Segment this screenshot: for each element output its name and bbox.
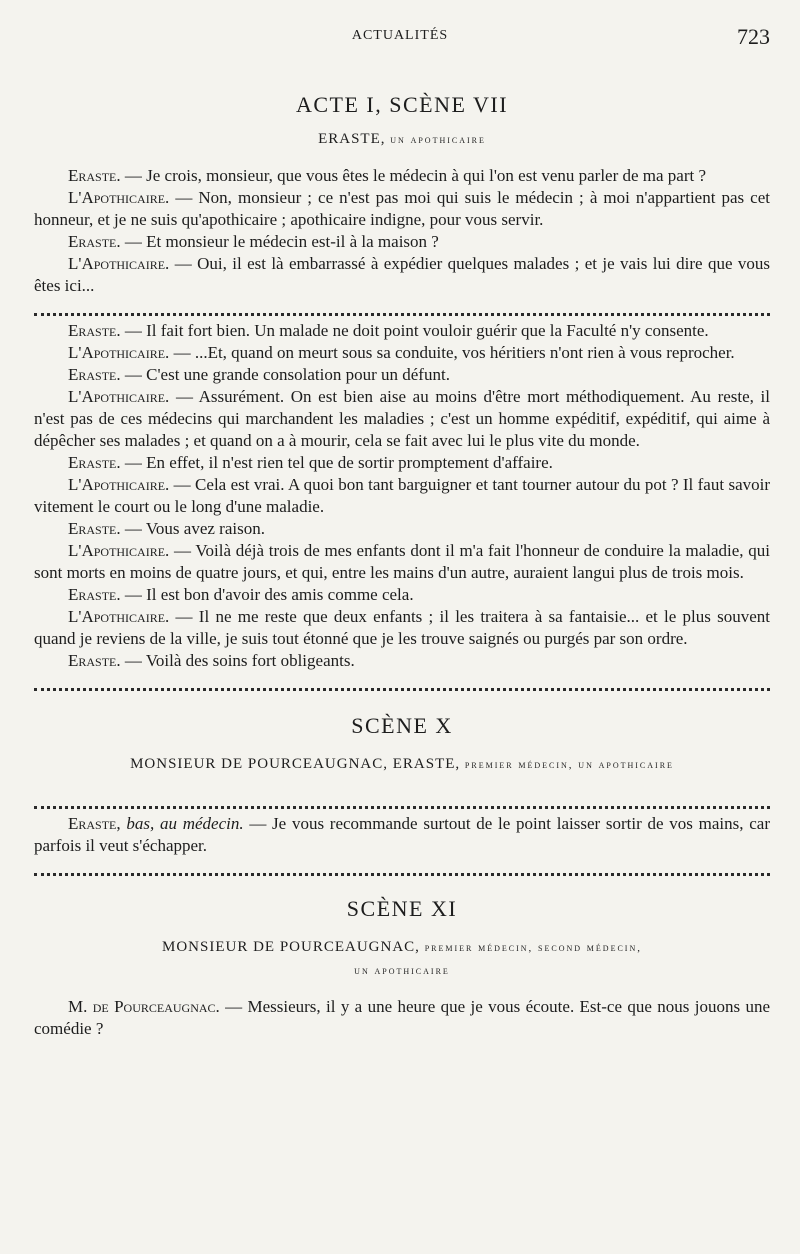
speech-text: — Il ne me reste que deux enfants ; il les traitera à sa fantaisie... et le plus souvent quand je reviens de la ville, je suis tout étonné que je les trouve saignés ou purgés par son ordre.	[34, 607, 770, 648]
dialogue-line	[34, 187, 770, 231]
dialogue-block	[34, 320, 770, 672]
speech-text: — Je crois, monsieur, que vous êtes le médecin à qui l'on est venu parler de ma part ?	[120, 166, 707, 185]
speech-text: — Messieurs, il y a une heure que je vous écoute. Est-ce que nous jouons une comédie ?	[34, 997, 770, 1038]
dialogue-line	[34, 474, 770, 518]
speaker-name: Eraste.	[68, 519, 121, 538]
dialogue-line	[34, 996, 770, 1040]
speech-text: — En effet, il n'est rien tel que de sortir promptement d'affaire.	[120, 453, 553, 472]
dialogue-line	[34, 165, 770, 187]
characters-secondary: premier médecin, un apothicaire	[464, 759, 674, 771]
speaker-name: Eraste.	[68, 232, 121, 251]
dialogue-line	[34, 320, 770, 342]
ellipsis-divider	[34, 301, 770, 316]
speech-text: — Cela est vrai. A quoi bon tant barguigner et tant tourner autour du pot ? Il faut savoir vitement le court ou le long d'une maladie.	[34, 475, 770, 516]
ellipsis-divider	[34, 861, 770, 876]
running-header	[0, 24, 800, 52]
characters-secondary: premier médecin, second médecin,	[424, 942, 642, 954]
dialogue-line	[34, 452, 770, 474]
characters-main: MONSIEUR DE POURCEAUGNAC, ERASTE,	[130, 756, 461, 772]
characters-secondary: un apothicaire	[354, 965, 450, 977]
dialogue-line	[34, 253, 770, 297]
running-title: ACTUALITÉS	[351, 28, 449, 43]
speaker-name: Eraste.	[68, 453, 121, 472]
scene-title: SCÈNE XI	[346, 896, 458, 921]
ellipsis-divider	[34, 676, 770, 691]
dialogue-line	[34, 584, 770, 606]
speaker-name: L'Apothicaire.	[68, 541, 170, 560]
dialogue-line	[34, 606, 770, 650]
speaker-name: L'Apothicaire.	[68, 343, 170, 362]
speech-text: — ...Et, quand on meurt sous sa conduite, vos héritiers n'ont rien à vous reprocher.	[169, 343, 735, 362]
speech-text: — Voilà des soins fort obligeants.	[120, 651, 355, 670]
dialogue-line	[34, 386, 770, 452]
scene-heading	[34, 92, 770, 151]
dialogue-line	[34, 342, 770, 364]
speech-text: — Oui, il est là embarrassé à expédier quelques malades ; et je vais lui dire que vous êtes ici...	[34, 254, 770, 295]
speaker-name: L'Apothicaire.	[68, 387, 170, 406]
scene-characters	[34, 128, 770, 151]
dialogue-block	[34, 165, 770, 297]
scene-characters	[34, 936, 770, 959]
page-number: 723	[737, 24, 770, 49]
speaker-name: L'Apothicaire.	[68, 607, 170, 626]
speaker-name: L'Apothicaire.	[68, 188, 170, 207]
stage-direction: bas, au médecin.	[120, 814, 244, 833]
speech-text: — Et monsieur le médecin est-il à la maison ?	[120, 232, 439, 251]
speaker-name: Eraste,	[68, 814, 121, 833]
speaker-name: Eraste.	[68, 321, 121, 340]
dialogue-line	[34, 650, 770, 672]
dialogue-line	[34, 540, 770, 584]
speaker-name: L'Apothicaire.	[68, 475, 170, 494]
ellipsis-divider	[34, 794, 770, 809]
dialogue-line	[34, 231, 770, 253]
dialogue-line	[34, 518, 770, 540]
speech-text: — Assurément. On est bien aise au moins d'être mort méthodiquement. Au reste, il n'est pas de ces médecins qui marchandent les maladies ; c'est un homme expéditif, expéditif, qui aime à dépêcher ses malades ; et quand on a à mourir, cela se fait avec lui le plus vite du monde.	[34, 387, 770, 450]
speech-text: — C'est une grande consolation pour un défunt.	[120, 365, 450, 384]
speech-text: — Il fait fort bien. Un malade ne doit point vouloir guérir que la Faculté n'y consente.	[120, 321, 709, 340]
speaker-name: M. de Pourceaugnac.	[68, 997, 220, 1016]
speaker-name: Eraste.	[68, 166, 121, 185]
speaker-name: Eraste.	[68, 365, 121, 384]
speech-text: — Non, monsieur ; ce n'est pas moi qui suis le médecin ; à moi n'appartient pas cet honneur, et je ne suis qu'apothicaire ; apothicaire indigne, pour vous servir.	[34, 188, 770, 229]
speech-text: — Vous avez raison.	[120, 519, 265, 538]
scene-heading	[34, 896, 770, 982]
speaker-name: Eraste.	[68, 651, 121, 670]
characters-secondary: un apothicaire	[390, 134, 486, 146]
characters-main: MONSIEUR DE POURCEAUGNAC,	[162, 939, 420, 955]
scene-title: ACTE I, SCÈNE VII	[295, 92, 509, 117]
scene-characters-continued	[34, 959, 770, 982]
speech-text: — Voilà déjà trois de mes enfants dont il m'a fait l'honneur de conduire la maladie, qui sont morts en moins de quatre jours, et qui, entre les mains d'un autre, auraient langui plus de trois mois.	[34, 541, 770, 582]
speaker-name: Eraste.	[68, 585, 121, 604]
speech-text: — Il est bon d'avoir des amis comme cela.	[120, 585, 414, 604]
characters-main: ERASTE,	[318, 131, 386, 147]
dialogue-line	[34, 364, 770, 386]
speech-text: — Je vous recommande surtout de le point laisser sortir de vos mains, car parfois il veut s'échapper.	[34, 814, 770, 855]
scene-heading	[34, 713, 770, 776]
scene-title: SCÈNE X	[351, 713, 453, 738]
scene-characters	[34, 753, 770, 776]
speaker-name: L'Apothicaire.	[68, 254, 170, 273]
dialogue-line	[34, 813, 770, 857]
